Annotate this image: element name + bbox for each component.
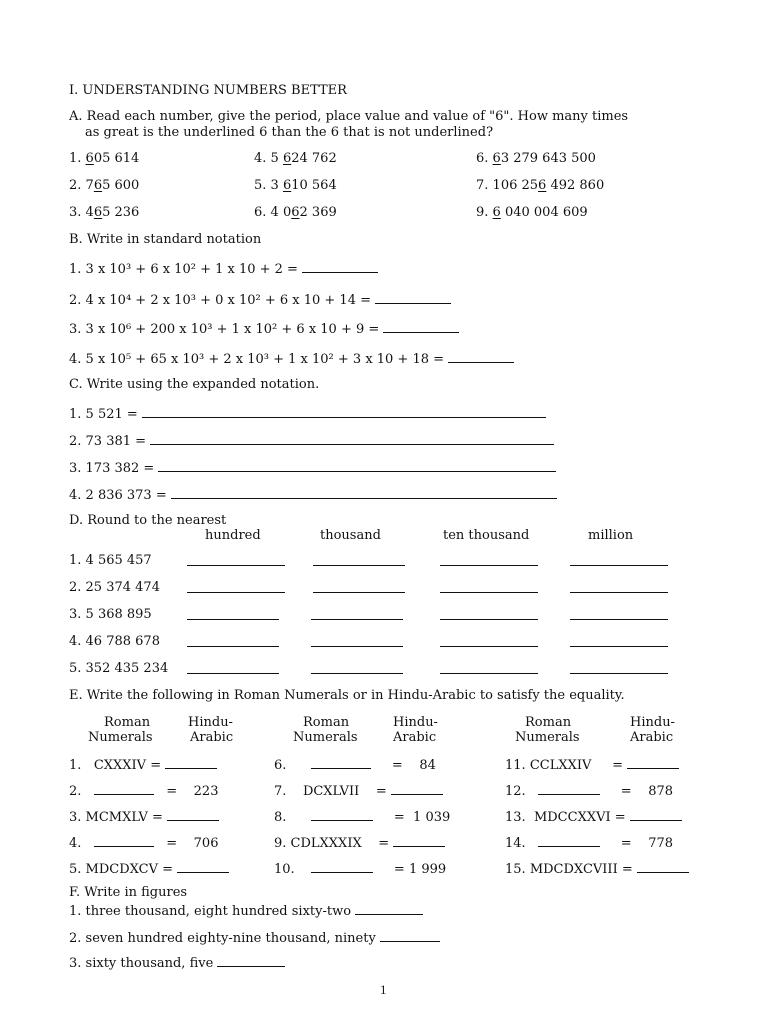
- part-a-item: 7. 106 256 492 860: [476, 178, 605, 193]
- answer-blank[interactable]: [630, 809, 682, 821]
- part-a-item: 9. 6 040 004 609: [476, 205, 588, 220]
- answer-blank[interactable]: [311, 608, 403, 620]
- answer-blank[interactable]: [167, 809, 219, 821]
- answer-blank[interactable]: [570, 635, 668, 647]
- part-e-item: 12. = 878: [505, 784, 674, 799]
- answer-blank[interactable]: [94, 835, 154, 847]
- header-numerals: Numerals: [293, 730, 358, 745]
- answer-blank[interactable]: [302, 261, 378, 273]
- header-hindu: Hindu-: [188, 715, 233, 730]
- part-a-item: 6. 63 279 643 500: [476, 151, 596, 166]
- answer-blank[interactable]: [570, 581, 668, 593]
- answer-blank[interactable]: [94, 783, 154, 795]
- round-header-million: million: [588, 528, 634, 543]
- answer-blank[interactable]: [158, 460, 556, 472]
- answer-blank[interactable]: [637, 861, 689, 873]
- section-title: I. UNDERSTANDING NUMBERS BETTER: [69, 83, 347, 98]
- header-roman: Roman: [525, 715, 572, 730]
- part-c-item: 4. 2 836 373 =: [69, 487, 557, 502]
- part-e-item: 1. CXXXIV =: [69, 757, 217, 772]
- header-arabic: Arabic: [190, 730, 234, 745]
- answer-blank[interactable]: [311, 757, 371, 769]
- answer-blank[interactable]: [313, 554, 405, 566]
- part-c-instruction: C. Write using the expanded notation.: [69, 377, 320, 392]
- part-e-item: 10. = 1 999: [274, 862, 447, 877]
- answer-blank[interactable]: [187, 635, 279, 647]
- answer-blank[interactable]: [570, 608, 668, 620]
- part-d-item: 3. 5 368 895: [69, 607, 152, 622]
- part-c-item: 2. 73 381 =: [69, 433, 554, 448]
- part-e-instruction: E. Write the following in Roman Numerals or in Hindu-Arabic to satisfy the equality.: [69, 688, 625, 703]
- answer-blank[interactable]: [171, 487, 557, 499]
- part-d-item: 2. 25 374 474: [69, 580, 160, 595]
- header-roman: Roman: [303, 715, 350, 730]
- part-e-item: 7. DCXLVII =: [274, 783, 443, 798]
- answer-blank[interactable]: [440, 581, 538, 593]
- answer-blank[interactable]: [391, 783, 443, 795]
- answer-blank[interactable]: [217, 955, 285, 967]
- answer-blank[interactable]: [380, 930, 440, 942]
- answer-blank[interactable]: [538, 835, 600, 847]
- answer-blank[interactable]: [627, 757, 679, 769]
- part-e-item: 11. CCLXXIV =: [505, 757, 679, 772]
- part-e-item: 6. = 84: [274, 758, 436, 773]
- answer-blank[interactable]: [383, 321, 459, 333]
- part-b-item: 3. 3 x 10⁶ + 200 x 10³ + 1 x 10² + 6 x 10 + 9 =: [69, 321, 459, 336]
- answer-blank[interactable]: [142, 406, 546, 418]
- answer-blank[interactable]: [177, 861, 229, 873]
- part-a-item: 3. 465 236: [69, 205, 140, 220]
- part-d-item: 4. 46 788 678: [69, 634, 160, 649]
- header-hindu: Hindu-: [393, 715, 438, 730]
- part-f-item: 1. three thousand, eight hundred sixty-two: [69, 903, 423, 918]
- answer-blank[interactable]: [311, 861, 373, 873]
- part-e-item: 2. = 223: [69, 784, 219, 799]
- header-arabic: Arabic: [393, 730, 437, 745]
- answer-blank[interactable]: [313, 581, 405, 593]
- part-e-item: 14. = 778: [505, 836, 674, 851]
- answer-blank[interactable]: [355, 903, 423, 915]
- part-b-item: 4. 5 x 10⁵ + 65 x 10³ + 2 x 10³ + 1 x 10² + 3 x 10 + 18 =: [69, 351, 514, 366]
- answer-blank[interactable]: [311, 809, 373, 821]
- round-header-ten-thousand: ten thousand: [443, 528, 530, 543]
- answer-blank[interactable]: [311, 635, 403, 647]
- answer-blank[interactable]: [311, 662, 403, 674]
- part-f-item: 2. seven hundred eighty-nine thousand, ninety: [69, 930, 440, 945]
- part-f-item: 3. sixty thousand, five: [69, 955, 285, 970]
- part-b-instruction: B. Write in standard notation: [69, 232, 262, 247]
- answer-blank[interactable]: [440, 608, 538, 620]
- part-d-item: 5. 352 435 234: [69, 661, 169, 676]
- answer-blank[interactable]: [440, 554, 538, 566]
- page-number: 1: [380, 982, 387, 997]
- answer-blank[interactable]: [187, 554, 285, 566]
- answer-blank[interactable]: [448, 351, 514, 363]
- part-e-item: 8. = 1 039: [274, 810, 451, 825]
- part-a-item: 6. 4 062 369: [254, 205, 337, 220]
- answer-blank[interactable]: [440, 662, 538, 674]
- part-d-instruction: D. Round to the nearest: [69, 513, 227, 528]
- round-header-thousand: thousand: [320, 528, 381, 543]
- part-a-item: 1. 605 614: [69, 151, 140, 166]
- header-arabic: Arabic: [630, 730, 674, 745]
- part-a-item: 4. 5 624 762: [254, 151, 337, 166]
- header-hindu: Hindu-: [630, 715, 675, 730]
- part-b-item: 2. 4 x 10⁴ + 2 x 10³ + 0 x 10² + 6 x 10 + 14 =: [69, 292, 451, 307]
- round-header-hundred: hundred: [205, 528, 261, 543]
- answer-blank[interactable]: [375, 292, 451, 304]
- answer-blank[interactable]: [440, 635, 538, 647]
- answer-blank[interactable]: [393, 835, 445, 847]
- answer-blank[interactable]: [165, 757, 217, 769]
- answer-blank[interactable]: [187, 662, 279, 674]
- part-e-item: 3. MCMXLV =: [69, 809, 219, 824]
- part-a-instruction: A. Read each number, give the period, place value and value of "6". How many times: [69, 109, 629, 124]
- header-roman: Roman: [104, 715, 151, 730]
- part-c-item: 1. 5 521 =: [69, 406, 546, 421]
- part-e-item: 5. MDCDXCV =: [69, 861, 229, 876]
- answer-blank[interactable]: [150, 433, 554, 445]
- part-d-item: 1. 4 565 457: [69, 553, 152, 568]
- answer-blank[interactable]: [187, 581, 285, 593]
- part-f-instruction: F. Write in figures: [69, 885, 188, 900]
- header-numerals: Numerals: [88, 730, 153, 745]
- answer-blank[interactable]: [538, 783, 600, 795]
- header-numerals: Numerals: [515, 730, 580, 745]
- part-a-instruction-cont: as great is the underlined 6 than the 6 that is not underlined?: [85, 125, 494, 140]
- answer-blank[interactable]: [187, 608, 279, 620]
- part-b-item: 1. 3 x 10³ + 6 x 10² + 1 x 10 + 2 =: [69, 261, 378, 276]
- part-e-item: 13. MDCCXXVI =: [505, 809, 682, 824]
- part-e-item: 15. MDCDXCVIII =: [505, 861, 689, 876]
- part-a-item: 2. 765 600: [69, 178, 140, 193]
- part-e-item: 9. CDLXXXIX =: [274, 835, 445, 850]
- answer-blank[interactable]: [570, 662, 668, 674]
- answer-blank[interactable]: [570, 554, 668, 566]
- part-e-item: 4. = 706: [69, 836, 219, 851]
- part-a-item: 5. 3 610 564: [254, 178, 337, 193]
- part-c-item: 3. 173 382 =: [69, 460, 556, 475]
